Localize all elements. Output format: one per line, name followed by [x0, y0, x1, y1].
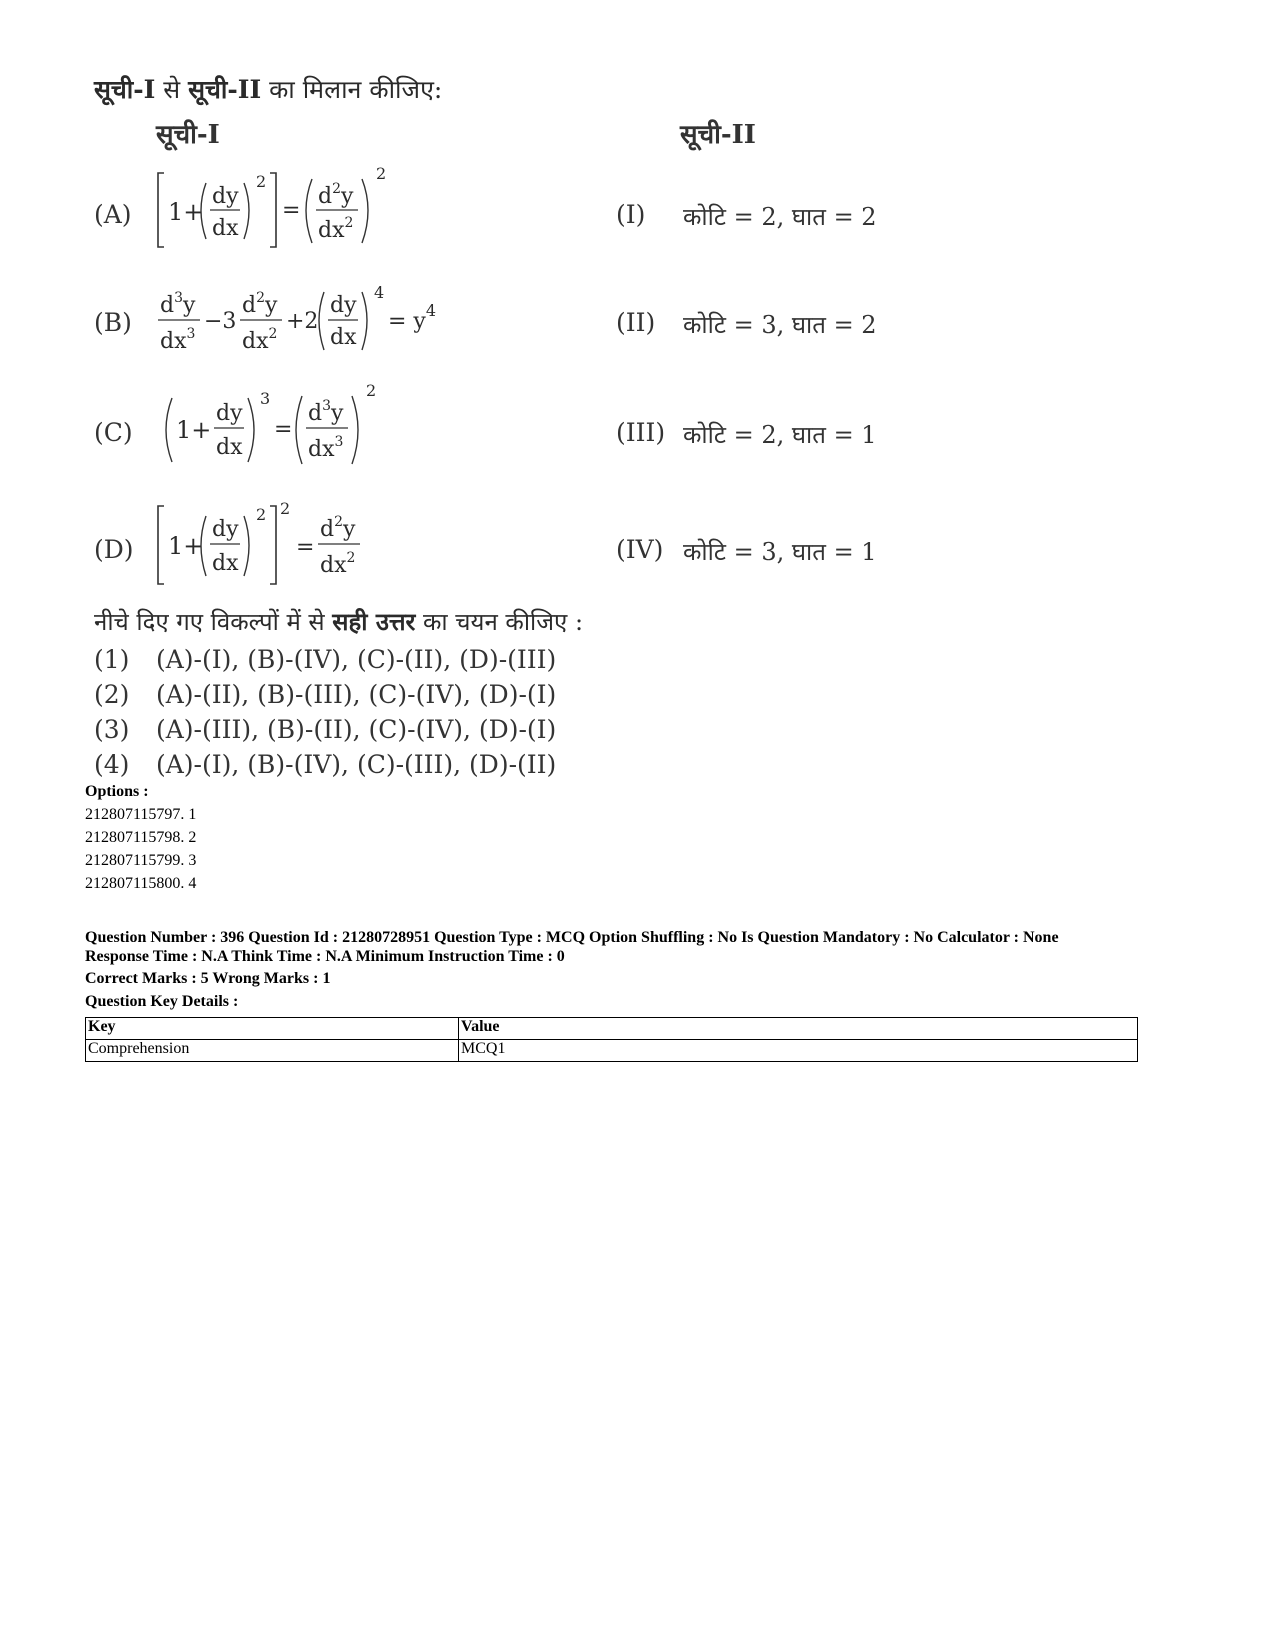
- row-answer-2: कोटि = 3, घात = 2: [683, 311, 877, 339]
- svg-text:4: 4: [374, 283, 385, 302]
- svg-text:3: 3: [260, 389, 271, 408]
- svg-text:2: 2: [256, 172, 267, 191]
- svg-text:2: 2: [376, 164, 387, 183]
- svg-text:1+: 1+: [168, 532, 204, 560]
- intro-mid: से: [155, 75, 189, 104]
- choice-item: [94, 750, 556, 779]
- question-image: [88, 60, 888, 820]
- svg-text:dx: dx: [212, 216, 239, 241]
- svg-text:dy: dy: [330, 293, 357, 318]
- svg-text:=: =: [282, 198, 301, 223]
- equation-a: [158, 165, 398, 255]
- table-header-key: Key: [86, 1018, 459, 1040]
- marks-line: Correct Marks : 5 Wrong Marks : 1: [85, 970, 331, 987]
- svg-text:d3y: $d^3y$: [308, 398, 344, 426]
- instruction-text: [94, 605, 583, 638]
- row-answer-3: कोटि = 2, घात = 1: [683, 421, 877, 449]
- choice-number: (1): [94, 645, 130, 674]
- svg-text:1+: 1+: [168, 198, 204, 226]
- choice-item: [94, 645, 556, 674]
- svg-text:= y4: = $y^4$: [388, 301, 437, 334]
- options-heading: Options :: [85, 783, 149, 800]
- instruction-pre: नीचे दिए गए विकल्पों में से: [94, 608, 333, 636]
- row-roman-2: (II): [616, 308, 656, 337]
- table-cell-value: MCQ1: [459, 1040, 1138, 1062]
- svg-text:dx2: $dx^2$: [242, 326, 278, 354]
- key-details-heading: Question Key Details :: [85, 993, 239, 1010]
- svg-text:=: =: [274, 417, 293, 442]
- question-meta-line2: Response Time : N.A Think Time : N.A Minimum Instruction Time : 0: [85, 948, 565, 965]
- instruction-bold: सही उत्तर: [332, 607, 416, 636]
- svg-text:d3y: $d^3y$: [160, 290, 196, 318]
- option-id-3: 212807115799. 3: [85, 852, 197, 869]
- svg-text:d2y: $d^2y$: [320, 514, 356, 542]
- svg-text:d2y: $d^2y$: [318, 181, 354, 209]
- row-label-c: (C): [94, 418, 133, 447]
- choice-text: (A)-(I), (B)-(IV), (C)-(III), (D)-(II): [156, 750, 557, 779]
- list2-title: सूची-II: [680, 120, 756, 150]
- equation-d: [158, 500, 398, 590]
- option-id-2: 212807115798. 2: [85, 829, 197, 846]
- svg-text:dx: dx: [216, 435, 243, 460]
- svg-text:dy: dy: [216, 401, 243, 426]
- row-answer-1: कोटि = 2, घात = 2: [683, 203, 877, 231]
- question-meta-line1: Question Number : 396 Question Id : 21280728951 Question Type : MCQ Option Shuffling : No Is Question Mandatory : No Calculator : None: [85, 929, 1059, 946]
- table-header-row: [86, 1018, 1138, 1040]
- row-label-b: (B): [94, 308, 132, 337]
- row-label-a: (A): [94, 200, 132, 229]
- svg-text:dy: dy: [212, 517, 239, 542]
- row-roman-1: (I): [616, 200, 646, 229]
- question-intro: [94, 72, 442, 106]
- row-roman-3: (III): [616, 418, 666, 447]
- svg-text:2: 2: [256, 505, 267, 524]
- table-row: [86, 1040, 1138, 1062]
- svg-text:dy: dy: [212, 184, 239, 209]
- intro-list2: सूची-II: [188, 75, 262, 104]
- row-label-d: (D): [94, 535, 134, 564]
- svg-text:dx2: $dx^2$: [320, 550, 356, 578]
- choice-item: [94, 680, 556, 709]
- option-id-1: 212807115797. 1: [85, 806, 197, 823]
- choice-text: (A)-(III), (B)-(II), (C)-(IV), (D)-(I): [156, 715, 557, 744]
- instruction-post: का चयन कीजिए :: [415, 608, 584, 636]
- row-answer-4: कोटि = 3, घात = 1: [683, 538, 877, 566]
- intro-tail: का मिलान कीजिए:: [261, 75, 443, 104]
- list1-title: सूची-I: [156, 120, 220, 150]
- question-meta: [85, 928, 1059, 966]
- svg-text:d2y: $d^2y$: [242, 290, 278, 318]
- intro-list1: सूची-I: [94, 75, 156, 104]
- svg-text:2: 2: [280, 499, 291, 518]
- equation-b: [158, 282, 458, 362]
- svg-text:dx: dx: [330, 325, 357, 350]
- choice-number: (3): [94, 715, 130, 744]
- svg-text:+2: +2: [286, 309, 319, 334]
- svg-text:dx3: $dx^3$: [308, 434, 344, 462]
- svg-text:dx3: $dx^3$: [160, 326, 196, 354]
- option-id-4: 212807115800. 4: [85, 875, 197, 892]
- key-details-table: [85, 1017, 1138, 1062]
- choice-number: (2): [94, 680, 130, 709]
- table-header-value: Value: [459, 1018, 1138, 1040]
- table-cell-key: Comprehension: [86, 1040, 459, 1062]
- choice-text: (A)-(II), (B)-(III), (C)-(IV), (D)-(I): [156, 680, 557, 709]
- equation-c: [158, 382, 398, 472]
- row-roman-4: (IV): [616, 535, 664, 564]
- svg-text:−3: −3: [204, 309, 237, 334]
- svg-text:=: =: [296, 535, 315, 560]
- svg-text:dx: dx: [212, 551, 239, 576]
- choice-number: (4): [94, 750, 130, 779]
- svg-text:1+: 1+: [176, 416, 212, 444]
- svg-text:dx2: $dx^2$: [318, 215, 354, 243]
- choice-text: (A)-(I), (B)-(IV), (C)-(II), (D)-(III): [156, 645, 557, 674]
- choice-item: [94, 715, 556, 744]
- svg-text:2: 2: [366, 381, 377, 400]
